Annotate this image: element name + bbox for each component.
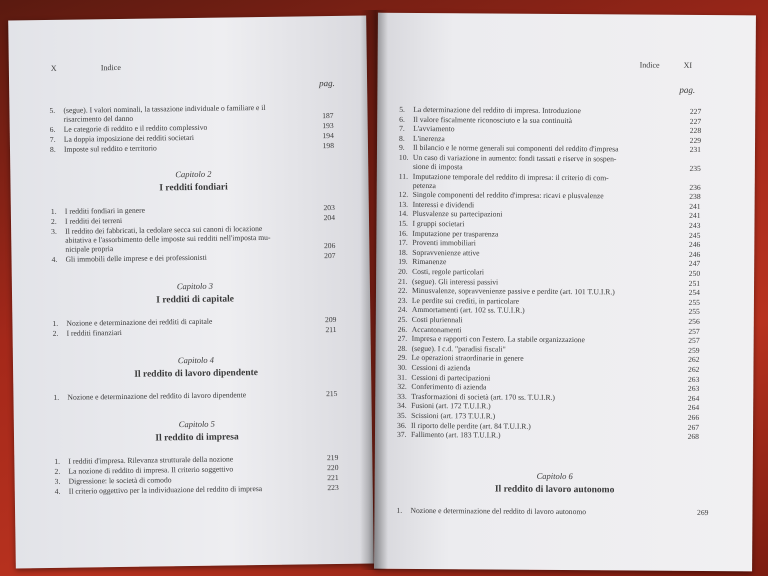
toc-entry-page: 268 <box>687 432 700 442</box>
toc-entry-number: 18. <box>398 247 408 257</box>
toc-entry-number: 4. <box>54 486 61 496</box>
toc-entry-page: 209 <box>324 314 337 325</box>
toc-entry-title: I redditi d'impresa. Rilevanza strutturale della nozione <box>68 454 234 466</box>
toc-entry-page: 219 <box>326 452 339 463</box>
toc-entry-title: Accantonamenti <box>411 324 462 334</box>
toc-entry-number: 8. <box>49 144 56 154</box>
toc-entry-title: Fusioni (art. 172 T.U.I.R.) <box>411 401 491 411</box>
toc-entry-title: Costi, regole particolari <box>412 266 485 277</box>
toc-entry-number: 21. <box>398 276 408 286</box>
toc-entry-title-continued: sione di imposta <box>412 161 463 172</box>
toc-entry-title: Conferimento di azienda <box>411 382 487 392</box>
toc-entry-page: 193 <box>322 120 334 131</box>
toc-entry-title: Gli immobili delle imprese e dei professionisti <box>65 252 207 264</box>
toc-entry-number: 35. <box>397 410 407 420</box>
toc-entry-title: Il riporto delle perdite (art. 84 T.U.I.R.) <box>411 420 531 431</box>
toc-entry-title: Rimanenze <box>412 257 447 267</box>
toc-entry-title: Imputazione temporale del reddito di impresa: il criterio di com- <box>412 171 609 182</box>
chapter-title: Il reddito di lavoro autonomo <box>494 484 615 496</box>
left-page-number: X <box>50 63 57 73</box>
toc-entry-page: 246 <box>688 240 701 250</box>
chapter-title: I redditi di capitale <box>156 294 235 306</box>
toc-entry-page: 236 <box>689 182 701 192</box>
toc-entry-number: 1. <box>54 456 61 466</box>
toc-entry <box>397 430 699 441</box>
toc-entry-number: 32. <box>397 382 407 392</box>
toc-entry-title: Il criterio oggettivo per la individuazione del reddito di impresa <box>68 484 263 496</box>
toc-entry-page: 263 <box>687 384 700 394</box>
toc-entry-page: 269 <box>697 507 709 517</box>
toc-entry-page: 245 <box>688 230 701 240</box>
toc-entry-page: 247 <box>688 259 701 269</box>
toc-entry-title-continued: risarcimento del danno <box>63 113 134 124</box>
toc-entry-title: Nozione e determinazione del reddito di lavoro autonomo <box>410 505 587 516</box>
toc-entry-number: 34. <box>397 401 407 411</box>
toc-entry-title: Nozione e determinazione del reddito di lavoro dipendente <box>67 390 247 402</box>
toc-entry-title: Costi pluriennali <box>411 314 463 325</box>
toc-entry-number: 25. <box>397 314 408 324</box>
toc-entry-page: 229 <box>689 135 702 145</box>
toc-entry-page: 264 <box>687 393 700 403</box>
toc-entry-page: 223 <box>327 482 339 493</box>
toc-entry-number: 29. <box>397 353 408 363</box>
toc-entry-title: (segue). I valori nominali, la tassazione individuale o familiare e il <box>63 102 266 115</box>
toc-entry-page: 256 <box>688 316 700 326</box>
toc-entry-page: 194 <box>322 130 334 141</box>
toc-entry-page: 220 <box>327 462 339 473</box>
toc-entry-page: 257 <box>688 336 700 346</box>
toc-entry-number: 6. <box>399 114 405 124</box>
toc-entry-title: La doppia imposizione dei redditi societari <box>63 132 195 144</box>
toc-entry-number: 30. <box>397 362 408 372</box>
toc-entry-number: 3. <box>54 476 61 486</box>
toc-entry-title: Fallimento (art. 183 T.U.I.R.) <box>410 430 501 440</box>
right-page-number: XI <box>683 60 693 70</box>
toc-entry-title: Il valore fiscalmente riconosciuto e la sua continuità <box>413 114 573 125</box>
toc-entry-number: 8. <box>399 133 405 143</box>
toc-entry-number: 10. <box>398 152 409 162</box>
toc-entry-page: 211 <box>325 324 337 335</box>
toc-entry-number: 5. <box>399 104 406 114</box>
toc-entry-page: 187 <box>322 110 334 121</box>
chapter-label: Capitolo 3 <box>176 280 214 292</box>
chapter-title: Il reddito di lavoro dipendente <box>134 368 259 380</box>
toc-entry-title-continued: nicipale propria <box>65 244 114 254</box>
toc-entry-page: 203 <box>323 202 335 213</box>
toc-entry-page: 262 <box>688 364 700 374</box>
toc-entry-number: 2. <box>52 328 59 338</box>
toc-entry-number: 24. <box>397 305 408 315</box>
toc-entry-title: (segue). I c.d. "paradisi fiscali" <box>411 343 506 354</box>
chapter-title: I redditi fondiari <box>159 182 228 194</box>
toc-entry-number: 22. <box>397 286 408 296</box>
chapter-label: Capitolo 4 <box>177 354 215 366</box>
toc-entry-number: 16. <box>398 228 408 238</box>
toc-entry-number: 19. <box>398 257 408 267</box>
chapter-label: Capitolo 6 <box>536 470 573 481</box>
toc-entry-number: 37. <box>396 430 407 440</box>
toc-entry-number: 9. <box>398 143 405 153</box>
toc-entry-number: 3. <box>51 226 57 236</box>
chapter-label: Capitolo 5 <box>178 418 215 430</box>
toc-entry-page: 227 <box>689 116 702 126</box>
toc-entry-page: 255 <box>688 297 700 307</box>
toc-entry-page: 228 <box>689 126 702 136</box>
toc-entry-number: 13. <box>398 199 409 209</box>
left-pag-label: pag. <box>319 77 335 89</box>
toc-entry-title: L'avviamento <box>413 124 455 134</box>
toc-entry-number: 11. <box>398 171 409 181</box>
toc-entry-number: 17. <box>398 238 408 248</box>
toc-entry-page: 262 <box>688 355 700 365</box>
toc-entry-number: 1. <box>50 206 57 216</box>
toc-entry-title: La determinazione del reddito di impresa. Introduzione <box>413 104 581 116</box>
toc-entry-page: 241 <box>689 201 701 211</box>
toc-entry-page: 250 <box>688 268 701 278</box>
toc-entry-number: 12. <box>398 190 409 200</box>
toc-entry-number: 1. <box>396 505 403 515</box>
toc-entry-title: L'inerenza <box>413 133 445 143</box>
right-book-page <box>374 13 756 572</box>
toc-entry-title: La nozione di reddito di impresa. Il criterio soggettivo <box>68 464 234 476</box>
toc-entry-page: 207 <box>324 250 336 261</box>
toc-entry-page: 221 <box>327 472 339 483</box>
toc-entry-page: 259 <box>688 345 700 355</box>
toc-entry-number: 1. <box>52 318 59 328</box>
toc-entry <box>398 171 701 192</box>
toc-entry-page: 231 <box>689 145 702 155</box>
toc-entry-number: 2. <box>54 466 61 476</box>
toc-entry-title: Digressione: le società di comodo <box>68 475 172 486</box>
toc-entry-title: Nozione e determinazione dei redditi di capitale <box>66 316 213 328</box>
right-running-head: Indice <box>639 60 660 70</box>
toc-entry-number: 27. <box>397 334 408 344</box>
toc-entry-page: 241 <box>689 211 701 221</box>
toc-entry-title: Minusvalenze, sopravvenienze passive e perdite (art. 101 T.U.I.R.) <box>411 286 615 297</box>
toc-entry-title: Le operazioni straordinarie in genere <box>411 353 524 364</box>
chapter-label: Capitolo 2 <box>175 168 212 180</box>
toc-entry-page: 243 <box>689 220 701 230</box>
toc-entry-title: I redditi fondiari in genere <box>64 205 146 216</box>
toc-entry-page: 255 <box>688 307 700 317</box>
left-running-head: Indice <box>100 62 121 73</box>
toc-entry-page: 254 <box>688 288 701 298</box>
toc-entry-title: Impresa e rapporti con l'estero. La stabile organizzazione <box>411 334 585 345</box>
toc-entry <box>53 389 337 402</box>
toc-entry-title: Le categorie di reddito e il reddito complessivo <box>63 122 208 134</box>
toc-entry <box>49 102 334 124</box>
book-spine-shadow <box>360 10 388 570</box>
toc-entry-page: 266 <box>687 412 700 422</box>
toc-entry-title: I redditi finanziari <box>66 327 122 338</box>
toc-entry-title: Un caso di variazione in aumento: fondi tassati e riserve in sospen- <box>412 152 617 164</box>
toc-entry-number: 15. <box>398 218 409 228</box>
toc-entry-title: Singole componenti del reddito d'impresa: ricavi e plusvalenze <box>412 190 604 201</box>
toc-entry-number: 5. <box>49 105 56 115</box>
toc-entry-title: Interessi e dividendi <box>412 199 475 210</box>
toc-entry-page: 251 <box>688 278 701 288</box>
toc-entry-number: 20. <box>398 266 408 276</box>
toc-entry-page: 263 <box>687 374 700 384</box>
toc-entry-page: 204 <box>323 212 336 223</box>
toc-entry-title: I redditi dei terreni <box>64 215 123 226</box>
chapter-title: Il reddito di impresa <box>155 432 239 444</box>
toc-entry-title: Il reddito dei fabbricati, la cedolare secca sui canoni di locazione <box>65 223 263 236</box>
toc-entry-number: 28. <box>397 343 408 353</box>
toc-entry-title: Sopravvenienze attive <box>412 247 480 258</box>
toc-entry-page: 246 <box>688 249 701 259</box>
toc-entry-title: Il bilancio e le norme generali sui componenti del reddito d'impresa <box>412 143 619 154</box>
toc-entry-number: 2. <box>50 216 57 226</box>
toc-entry-title: Cessioni di azienda <box>411 362 471 373</box>
toc-entry-number: 36. <box>397 420 407 430</box>
toc-entry-page: 206 <box>323 240 336 251</box>
toc-entry-number: 26. <box>397 324 408 334</box>
toc-entry-title: Ammortamenti (art. 102 ss. T.U.I.R.) <box>411 305 525 316</box>
toc-entry <box>398 152 701 173</box>
toc-entry-page: 235 <box>689 163 701 173</box>
toc-entry-number: 33. <box>397 391 407 401</box>
toc-entry-page: 264 <box>687 403 700 413</box>
right-pag-label: pag. <box>679 84 696 95</box>
toc-entry-page: 238 <box>689 192 701 202</box>
toc-entry-number: 7. <box>399 124 405 134</box>
toc-entry-title: (segue). Gli interessi passivi <box>412 276 499 287</box>
toc-entry-title-continued: abitativa e l'assorbimento delle imposte sui redditi nell'imposta mu- <box>65 232 271 245</box>
toc-entry-title: Cessioni di partecipazioni <box>411 372 491 383</box>
toc-entry-title: Imputazione per trasparenza <box>412 228 499 239</box>
toc-entry-page: 227 <box>689 106 702 116</box>
toc-entry-title: Trasformazioni di società (art. 170 ss. T.U.I.R.) <box>411 391 555 402</box>
toc-entry-number: 23. <box>397 295 408 305</box>
toc-entry-number: 7. <box>49 134 56 144</box>
toc-entry-number: 31. <box>397 372 407 382</box>
toc-entry-page: 267 <box>687 422 700 432</box>
left-book-page <box>8 16 374 569</box>
toc-entry-title: Le perdite sui crediti, in particolare <box>411 295 520 306</box>
toc-entry-number: 4. <box>51 254 58 264</box>
toc-entry-title: Proventi immobiliari <box>412 238 476 248</box>
toc-entry-number: 6. <box>49 124 56 134</box>
toc-entry-title: Scissioni (art. 173 T.U.I.R.) <box>411 410 496 421</box>
toc-entry-title-continued: petenza <box>412 180 436 190</box>
toc-entry-page: 257 <box>688 326 700 336</box>
toc-entry-title: I gruppi societari <box>412 218 465 229</box>
toc-entry-number: 1. <box>53 392 60 402</box>
toc-entry <box>396 506 708 517</box>
toc-entry-title: Plusvalenze su partecipazioni <box>412 209 503 219</box>
toc-entry-page: 198 <box>322 140 335 151</box>
toc-entry-page: 215 <box>325 388 338 399</box>
toc-entry-number: 14. <box>398 209 409 219</box>
toc-entry-title: Imposte sul reddito e territorio <box>63 143 157 154</box>
